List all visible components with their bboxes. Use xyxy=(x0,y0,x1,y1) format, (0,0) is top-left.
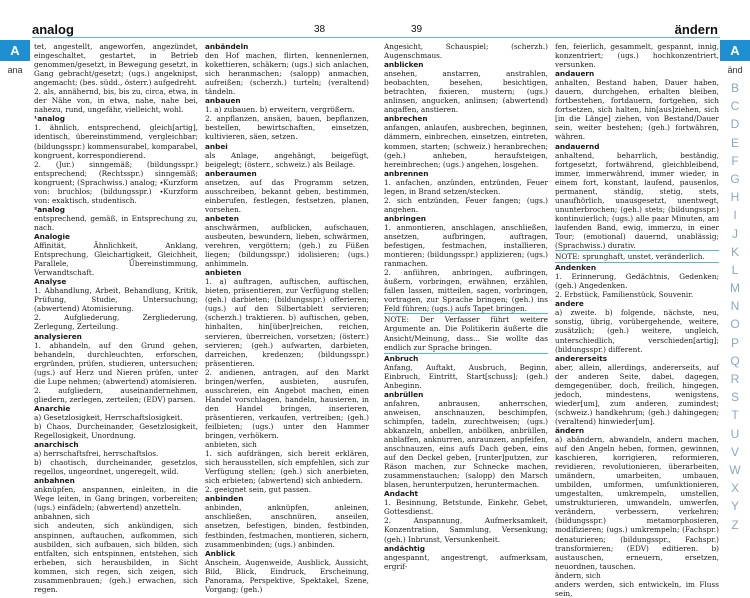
definition-text: Angesicht, Schauspiel; (scherzh.) Augenschmaus. xyxy=(384,42,548,61)
definition-text: Affinität, Ähnlichkeit, Anklang, Entsprechung, Gleichartigkeit, Gleichheit, Parallele, Übereinstimmung, Verwandtschaft. xyxy=(34,241,198,278)
definition-text: 2. Erbstück, Familienstück, Souvenir. xyxy=(555,290,694,300)
alphabet-index xyxy=(720,79,750,534)
headword: ²analog xyxy=(34,204,65,214)
definition-text: 1. Besinnung, Betstunde, Einkehr, Gebet, Gottesdienst. xyxy=(384,498,548,517)
definition-text: Anfang, Auftakt, Ausbruch, Beginn, Einbruch, Eintritt, Start[schuss]; (geh.) Anbeginn. xyxy=(384,362,548,390)
definition-text: 2. anführen, anbringen, aufbringen, äußern, vorbringen, erwähnen, erzählen, fallen lassen, mitteilen, sagen, vorbringen, vortragen, zur Sprache bringen; (geh.) ins Feld führen; (ugs.) aufs Tapet bringen. xyxy=(384,268,548,314)
definition-text: 2. anpflanzen, ansäen, bauen, bepflanzen, bestellen, bewirtschaften, einsetzen, kultivieren, säen, setzen. xyxy=(205,114,369,142)
index-letter-g[interactable]: G xyxy=(730,171,740,186)
thumb-index-left[interactable] xyxy=(0,40,30,75)
definition-text: anfangen, anlaufen, ausbrechen, beginnen, dämmern, einbrechen, einsetzen, eintreten, kommen, starten; (schweiz.) heranbrechen; (geh.) anheben, heraufsteigen, hereinbrechen; (ugs.) angehen, losgehen. xyxy=(384,123,548,169)
definition-text: 2. als, annähernd, bis, bis zu, circa, etwa, in der Nähe von, in etwa, nahe, nahe bei, nahezu, rund, ungefähr, vielleicht, wohl. xyxy=(34,87,198,115)
definition-text: 1. anmontieren, anschlagen, anschließen, ansetzen, aufbringen, auftragen, befestigen, festmachen, installieren, montieren; (bildungsspr.) applizieren; (ugs.) ranmachen. xyxy=(384,222,548,269)
index-letter-l[interactable]: L xyxy=(731,262,739,277)
definition-text: entsprechend, gemäß, in Entsprechung zu, nach. xyxy=(34,213,198,232)
definition-text: 2. geeignet sein, gut passen. xyxy=(205,485,312,495)
headword: ¹analog xyxy=(34,114,65,124)
index-letter-m[interactable]: M xyxy=(730,281,740,296)
headword: anbinden xyxy=(205,494,244,504)
index-letter-f[interactable]: F xyxy=(731,153,739,168)
headword: analysieren xyxy=(34,331,82,341)
definition-text: a) abändern, abwandeln, andern machen, auf den Angeln heben, formen, gewinnen, kaschieren, korrigieren, reformieren, revidieren, revolutionieren, überarbeiten, umändern, umarbeiten, umbauen, umbilden, umformen, umfunktionieren, umgestalten, umkrempeln, umstellen, umstrukturieren, umwandeln, umwerfen, verändern, verbessern, verkehren; (bildungsspr.) metamorphosieren, modifizieren; (ugs.) umkrempeln; (Fachspr.) denaturieren; (bildungsspr., Fachspr.) transformieren; (EDV) editieren. b) austauschen, erneuern, ersetzen, neuordnen, tauschen. xyxy=(555,435,719,571)
index-letter-p[interactable]: P xyxy=(730,335,739,350)
headword: anbändeln xyxy=(205,42,249,51)
thumb-letter-left[interactable]: A xyxy=(0,40,30,61)
index-letter-u[interactable]: U xyxy=(730,426,740,441)
text-column-4 xyxy=(555,42,719,598)
index-letter-h[interactable]: H xyxy=(730,190,740,205)
text-column-3 xyxy=(384,42,548,571)
headword: andauern xyxy=(555,69,595,79)
index-letter-w[interactable]: W xyxy=(729,462,741,477)
definition-text: anbahnen, sich xyxy=(34,512,90,522)
definition-text: sich andeuten, sich ankündigen, sich anspinnen, auftauchen, aufkommen, sich ausbilden, sich aufbauen, sich bilden, sich entfalten, sich entspinnen, entstehen, sich erheben, sich herausbilden, in Sicht kommen, sich regen, sich zeigen, sich zusammenbrauen; (geh.) erwachen, sich regen. xyxy=(34,521,198,594)
usage-note: NOTE: sprunghaft, unstet, veränderlich. xyxy=(555,250,719,263)
definition-text: b) chaotisch, durcheinander, gesetzlos, regellos, ungeordnet, ungeregelt, wild. xyxy=(34,458,198,477)
headword: ändern xyxy=(555,425,585,435)
running-head-left: analog xyxy=(32,22,74,37)
thumb-index-right[interactable] xyxy=(720,40,750,534)
index-letter-k[interactable]: K xyxy=(730,244,739,259)
headword: Anblick xyxy=(205,548,236,558)
index-letter-o[interactable]: O xyxy=(730,317,740,332)
headword: anbrechen xyxy=(384,114,428,124)
definition-text: 1. Erinnerung, Gedächtnis, Gedenken; (geh.) Angedenken. xyxy=(555,272,719,291)
definition-text: Anschein, Augenweide, Ausblick, Aussicht, Bild, Blick, Eindruck, Erscheinung, Panorama, Perspektive, Spektakel, Szene, Vorgang; (geh.) xyxy=(205,557,369,594)
header-rule-left xyxy=(32,37,376,38)
definition-text: anhalten, Bestand haben, Dauer haben, dauern, durchgehen, erhalten bleiben, fortbestehen, fortdauern, fortgehen, sich fortsetzen, sich halten, hin[aus]ziehen, sich [in die Länge] ziehen, von Bestand/Dauer sein, weiter bestehen; (geh.) fortwähren, währen. xyxy=(555,78,719,142)
definition-text: anbinden, anknüpfen, anleinen, anschließen, anschnüren, anseilen, ansetzen, befestigen, binden, festbinden, festbinden, festmachen, montieren, sichern, zusammenbinden; (ugs.) anbinden. xyxy=(205,503,369,549)
usage-note: NOTE: Der Verfasser führt weitere Argumente an. Die Politikerin äußerte die Ansicht/Meinung, dass... Sie wollte das endlich zur Sprache bringen. xyxy=(384,313,548,353)
index-letter-b[interactable]: B xyxy=(730,81,739,95)
definition-text: a) zweite. b) folgende, nächste, neu, sonstig, übrig, vorübergehende, weitere, zusätzlich; (geh.) weitere, ungleich, unterschiedlich, verschieden[artig]; (bildungsspr.) different. xyxy=(555,308,719,354)
headword: Anbruch xyxy=(384,353,419,363)
headword: andächtig xyxy=(384,543,425,553)
definition-text: b) Chaos, Durcheinander, Gesetzlosigkeit, Regellosigkeit, Unordnung. xyxy=(34,421,198,441)
headword: anblicken xyxy=(384,60,424,70)
index-letter-s[interactable]: S xyxy=(730,390,739,405)
text-column-1 xyxy=(34,42,198,594)
headword: anbei xyxy=(205,141,228,151)
definition-text: 2. (Jur.) sinngemäß; (bildungsspr.) entsprechend; (Rechtsspr.) sinngemäß; kongruent; (Sprachwiss.) analog; ∙Kurzform von: bruchlos; (bildungsspr.) ∙Kurzform von: exaktisch, studentisch. xyxy=(34,159,198,205)
index-letter-z[interactable]: Z xyxy=(731,517,739,532)
definition-text: anders werden, sich entwickeln, im Fluss sein, xyxy=(555,579,719,598)
definition-text: tet, angestellt, angeworfen, angezündet, eingeschaltet, gestartet, in Betrieb genommen/gesetzt, in Bewegung gesetzt, in Gang gebracht/gesetzt; (ugs.) angeknipst, angemacht; (bes. südd., österr.) aufgedreht. xyxy=(34,42,198,88)
definition-text: den Hof machen, flirten, kennenlernen, kokettieren, schäkern; (ugs.) sich anlachen, sich heranmachen; (salopp) anmachen, aufreißen; (scherzh.) turteln; (veraltend) tändeln. xyxy=(205,51,369,97)
definition-text: angespannt, angestrengt, aufmerksam, ergrif- xyxy=(384,552,548,571)
headword: Anarchie xyxy=(34,403,71,413)
page-number-right: 39 xyxy=(411,24,423,35)
page-number-left: 38 xyxy=(314,24,326,35)
header-rule-right xyxy=(376,37,720,38)
thumb-sub-right: änd xyxy=(727,65,743,75)
headword: andauernd xyxy=(555,141,600,151)
index-letter-n[interactable]: N xyxy=(730,299,740,314)
definition-text: 1. Abhandlung, Arbeit, Behandlung, Kritik, Prüfung, Studie, Untersuchung; (abwertend) Atomisierung. xyxy=(34,286,198,314)
headword: Andenken xyxy=(555,263,597,273)
definition-text: 1. anfachen, anzünden, entzünden, Feuer legen, in Brand setzen/stecken. xyxy=(384,177,548,196)
index-letter-i[interactable]: I xyxy=(733,208,737,223)
thumb-sub-left: ana xyxy=(7,65,23,75)
headword: anbeten xyxy=(205,213,239,223)
index-letter-r[interactable]: R xyxy=(730,372,740,386)
definition-text: 1. a) auftragen, auftischen, auftischen, bieten, präsentieren, zur Verfügung stellen; (geh.) darbieten; (bildungsspr.) offerieren; (ugs.) auf den Silbertablett servieren; (scherzh.) traktieren. b) auftischen, geben, hinhalten, hin[über]reichen, reichen, servieren, überreichen, vorsetzen; (österr.) servieren; (geh.) aufwarten, darbieten, darreichen, kredenzen; (bildungsspr.) präsentieren. xyxy=(205,277,369,368)
definition-text: aber, allein, allerdings, andererseits, auf der anderen Seite, dabei, dagegen, demgegenüber, doch, freilich, hingegen, jedoch, mindestens, wenigstens, wieder[um], zum anderen, zumindest; (schweiz.) handkehrum; (geh.) dahingegen; (veraltend) hinwieder[um]. xyxy=(555,362,719,426)
definition-text: 2. aufgliedern, auseinandernehmen, gliedern, zerlegen, zerteilen; (EDV) parsen. xyxy=(34,385,198,404)
definition-text: fen, feierlich, gesammelt, gespannt, innig, konzentriert; (ugs.) hochkonzentriert, versunken. xyxy=(555,42,719,70)
index-letter-q[interactable]: Q xyxy=(730,353,740,368)
headword: anbringen xyxy=(384,213,427,223)
headword: andererseits xyxy=(555,353,608,363)
headword: anbrüllen xyxy=(384,389,424,399)
headword: anbieten xyxy=(205,268,242,278)
definition-text: a) herrschaftsfrei, herrschaftslos. xyxy=(34,449,159,459)
definition-text: 2. Anspannung, Aufmerksamkeit, Konzentration, Sammlung, Versenkung; (geh.) Inbrunst, Versunkenheit. xyxy=(384,516,548,544)
index-letter-c[interactable]: C xyxy=(730,99,740,114)
definition-text: 1. ähnlich, entsprechend, gleich[artig], identisch, übereinstimmend, vergleichbar; (bildungsspr.) kommensurabel, komparabel, kongruent, korrespondierend. xyxy=(34,123,198,160)
headword: Analyse xyxy=(34,277,67,287)
definition-text: 1. sich aufdrängen, sich bereit erklären, sich herausstellen, sich empfehlen, sich zur Verfügung stellen; (geh.) sich anerbieten, sich erbieten; (abwertend) sich anbiedern. xyxy=(205,449,369,486)
index-letter-d[interactable]: D xyxy=(730,117,740,132)
headword: anarchisch xyxy=(34,440,79,450)
definition-text: 2. Aufgliederung, Zergliederung, Zerlegung, Zerteilung. xyxy=(34,313,198,332)
index-letter-j[interactable]: J xyxy=(732,226,738,241)
definition-text: 2. andienen, antragen, auf den Markt bringen/werfen, ausbieten, ausrufen, ausschreien, ein Angebot machen, einen Handel vorschlagen, handeln, hausieren, in den Handel bringen, inserieren, präsentieren, verkaufen, vertreiben; (geh.) feilbieten; (ugs.) unter den Hammer bringen, verhökern. xyxy=(205,367,369,441)
headword: Andacht xyxy=(384,489,418,499)
headword: anbauen xyxy=(205,96,241,106)
index-letter-t[interactable]: T xyxy=(731,408,739,423)
headword: andere xyxy=(555,299,584,309)
headword: anbahnen xyxy=(34,476,75,486)
definition-text: anfahren, anbrausen, anherrschen, anweisen, anschnauzen, beschimpfen, schimpfen, tadeln, zurechtweisen; (ugs.) abkanzeln, anbellen, anbölken, anbrüllen, anblaffen, anknurren, anraunzen, anpfeifen, anschnauzen, eins aufs Dach geben, eins auf den Deckel geben, [runter]putzen, zur Räson machen, zur Schnecke machen, zusammenstauchen; (salopp) den Marsch blasen, herunterputzen, heruntermachen. xyxy=(384,398,548,490)
headword: Analogie xyxy=(34,231,70,241)
definition-text: 2. sich entzünden, Feuer fangen; (ugs.) angehen. xyxy=(384,195,548,214)
definition-text: ansetzen, auf das Programm setzen, ausschreiben, bekannt geben, bestimmen, einberufen, festlegen, festsetzen, planen, vorsehen. xyxy=(205,177,369,214)
index-letter-v[interactable]: V xyxy=(730,444,739,459)
running-head-right: ändern xyxy=(674,22,718,37)
definition-text: anbieten, sich xyxy=(205,440,257,450)
definition-text: anschwärmen, aufblicken, aufschauen, ausbeuten, bewundern, lieben, schwärmen, verehren, vergöttern; (geh.) zu Füßen liegen; (bildungsspr.) idolisieren; (ugs.) anhimmeln. xyxy=(205,222,369,269)
headword: anbrennen xyxy=(384,168,429,178)
thumb-letter-right[interactable]: A xyxy=(720,40,750,61)
definition-text: 1. abhandeln, auf den Grund gehen, behandeln, durchleuchten, erforschen, ergründen, prüfen, studieren, untersuchen; (ugs.) auf Herz und Nieren prüfen, unter die Lupe nehmen; (abwertend) atomisieren. xyxy=(34,340,198,386)
definition-text: 1. a) zubauen. b) erweitern, vergrößern. xyxy=(205,105,355,115)
definition-text: ansehen, anstarren, anstrahlen, beobachten, besehen, besichtigen, betrachten, fixieren, mustern; (ugs.) anlinsen, angucken, anlinsen; (abwertend) angaffen, anstieren. xyxy=(384,69,548,115)
text-column-2 xyxy=(205,42,369,594)
definition-text: a) Gesetzlosigkeit, Herrschaftslosigkeit. xyxy=(34,412,183,422)
definition-text: als Anlage, angehängt, beigefügt, beigelegt; (österr., schweiz.) als Beilage. xyxy=(205,150,369,169)
index-letter-x[interactable]: X xyxy=(730,481,739,496)
index-letter-y[interactable]: Y xyxy=(730,499,739,514)
definition-text: ändern, sich xyxy=(555,570,601,580)
definition-text: anhaltend, beharrlich, beständig, fortgesetzt, fortwährend, gleichbleibend, immer, immerwährend, immer wieder, in einem fort, konstant, laufend, pausenlos, permanent, ständig, stetig, stets, unaufhörlich, unausgesetzt, unentwegt, ununterbrochen; (geh.) stets; (bildungsspr.) kontinuierlich; (ugs.) alle paar Minuten, am laufenden Band, ewig, immerzu, in einer Tour; (emotional) dauernd, unablässig; (Sprachwiss.) durativ. xyxy=(555,150,719,251)
definition-text: anknüpfen, anspannen, einleiten, in die Wege leiten, in Gang bringen, vorbereiten; (ugs.) einfädeln; (abwertend) anzetteln. xyxy=(34,485,198,513)
headword: anberaumen xyxy=(205,168,257,178)
index-letter-e[interactable]: E xyxy=(730,135,739,150)
